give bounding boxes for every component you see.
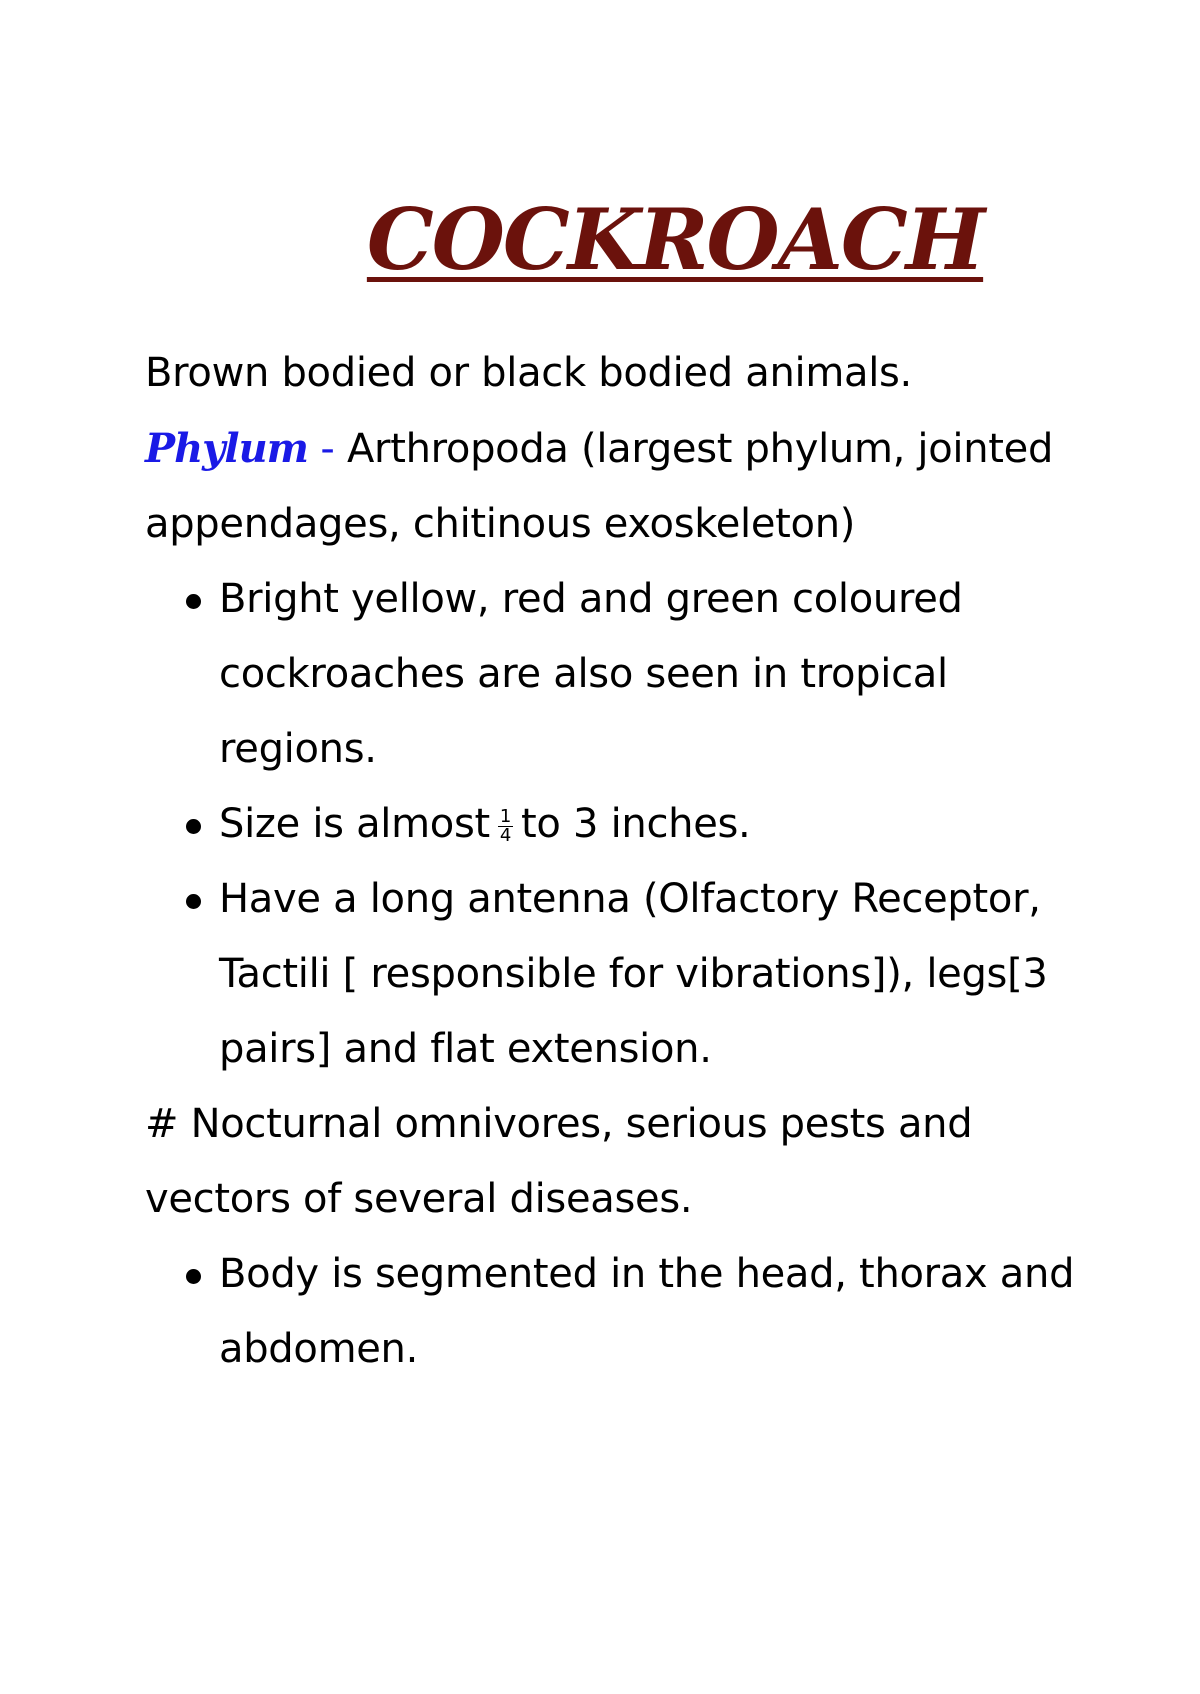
phylum-paragraph <box>145 411 1085 562</box>
list-item-text: Have a long antenna (Olfactory Receptor, Tactili [ responsible for vibrations]), legs[3 pairs] and flat extension. <box>219 876 1048 1072</box>
list-item-text: Body is segmented in the head, thorax and abdomen. <box>219 1251 1075 1372</box>
document-body <box>145 336 1085 1387</box>
phylum-label: Phylum <box>145 425 309 472</box>
list-item-text-after: to 3 inches. <box>521 801 751 847</box>
phylum-text: Arthropoda (largest phylum, jointed appendages, chitinous exoskeleton) <box>145 426 1054 547</box>
fraction-denominator: 4 <box>499 824 512 846</box>
bullet-list-2 <box>145 1237 1085 1387</box>
fraction <box>498 805 513 846</box>
list-item <box>145 862 1085 1087</box>
bullet-icon <box>186 819 201 834</box>
list-item-text: Bright yellow, red and green coloured cockroaches are also seen in tropical regions. <box>219 576 963 772</box>
page-title-text: COCKROACH <box>366 190 984 289</box>
list-item <box>145 787 1085 862</box>
page-title <box>0 190 1200 290</box>
list-item <box>145 1237 1085 1387</box>
bullet-icon <box>186 894 201 909</box>
list-item-text-before: Size is almost <box>219 801 490 847</box>
phylum-dash: - <box>308 426 347 472</box>
bullet-icon <box>186 594 201 609</box>
bullet-list-1 <box>145 562 1085 1087</box>
note-paragraph: # Nocturnal omnivores, serious pests and vectors of several diseases. <box>145 1101 973 1222</box>
list-item <box>145 562 1085 787</box>
bullet-icon <box>186 1269 201 1284</box>
intro-paragraph: Brown bodied or black bodied animals. <box>145 350 912 396</box>
fraction-numerator: 1 <box>499 805 512 827</box>
